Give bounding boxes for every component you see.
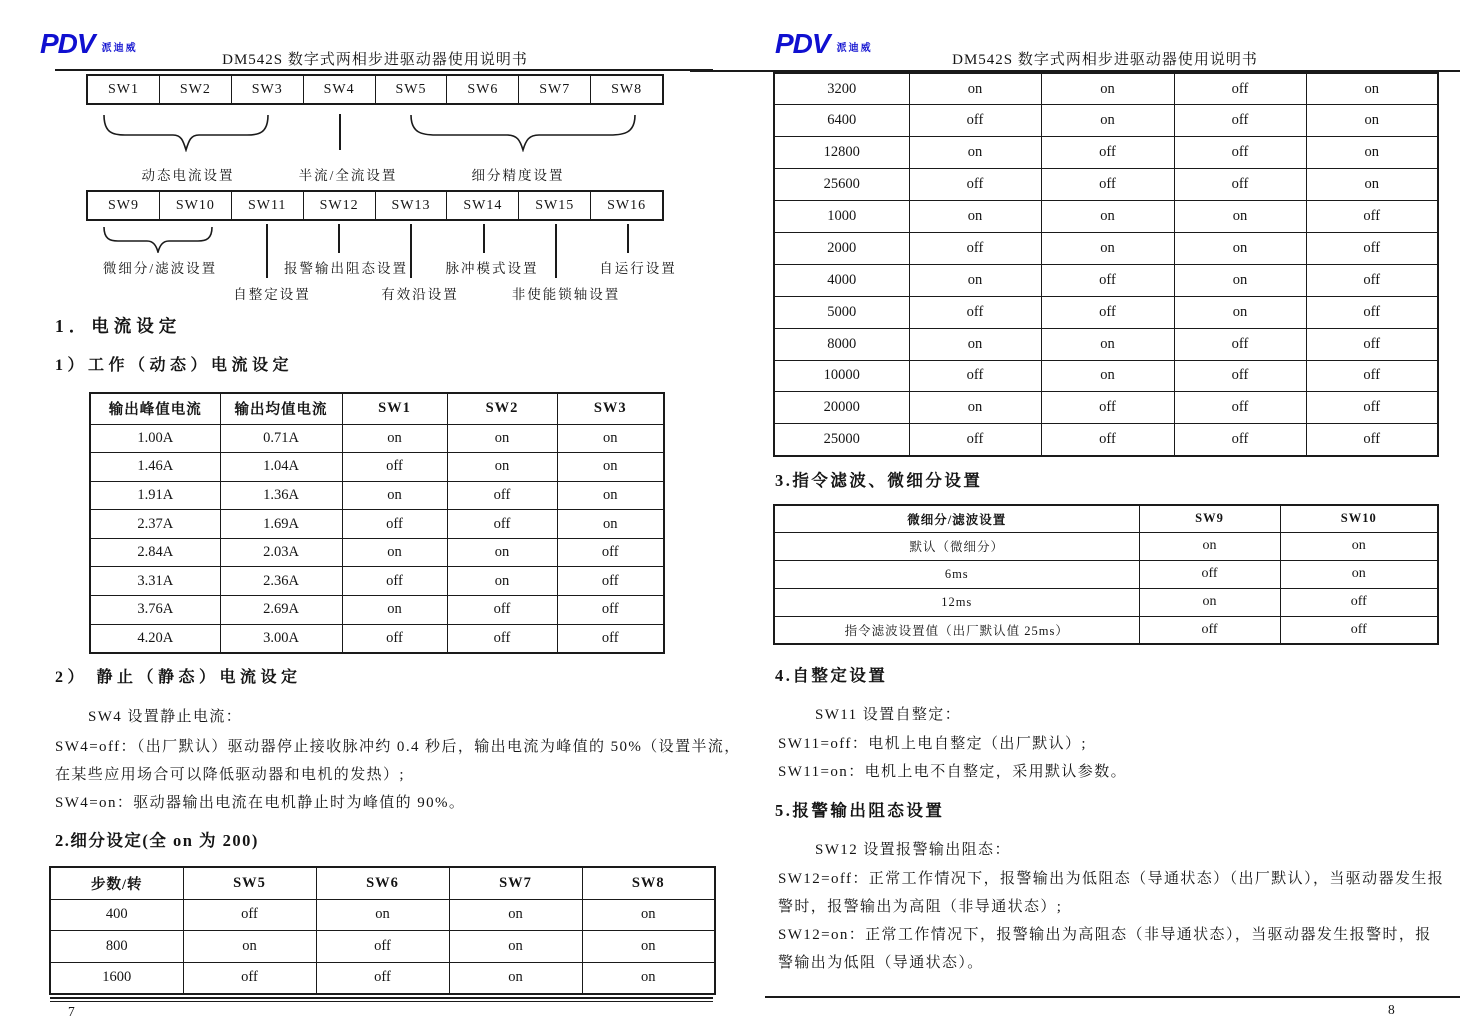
table-cell: off: [557, 596, 664, 625]
table-cell: off: [1041, 137, 1174, 169]
table-cell: on: [1280, 532, 1438, 560]
table-cell: on: [342, 596, 447, 625]
table-cell: off: [1174, 169, 1306, 201]
table-row: [90, 481, 664, 510]
label-active-edge: 有效沿设置: [381, 287, 459, 302]
table-cell: off: [1306, 232, 1438, 264]
table-row: [774, 73, 1438, 105]
table-cell: off: [909, 169, 1041, 201]
body-line: SW4 设置静止电流：: [88, 709, 243, 725]
table-cell: 4000: [774, 264, 909, 296]
table-cell: on: [557, 453, 664, 482]
table-row: [90, 567, 664, 596]
table-cell: 2.69A: [220, 596, 342, 625]
table-cell: on: [449, 899, 582, 931]
pointer-line-sw4: [339, 114, 341, 150]
page-title: DM542S 数字式两相步进驱动器使用说明书: [952, 52, 1258, 68]
dip-switch-row-2: [86, 190, 664, 221]
table-header-row: [90, 393, 664, 424]
table-cell: 3.76A: [90, 596, 220, 625]
table-cell: 指令滤波设置值（出厂默认值 25ms）: [774, 616, 1139, 644]
table-cell: on: [909, 264, 1041, 296]
table-cell: off: [1041, 392, 1174, 424]
dip-switch-cell: SW4: [303, 76, 375, 103]
dip-switch-cell: SW16: [590, 192, 662, 219]
page-number: 7: [68, 1004, 75, 1019]
table-cell: 2000: [774, 232, 909, 264]
body-line: 在某些应用场合可以降低驱动器和电机的发热）;: [55, 767, 405, 783]
table-row: [774, 424, 1438, 456]
table-row: [774, 137, 1438, 169]
table-cell: 2.36A: [220, 567, 342, 596]
table-cell: off: [1306, 360, 1438, 392]
body-line: SW12=on：正常工作情况下，报警输出为高阻态（非导通状态），当驱动器发生报警时，报: [778, 927, 1432, 943]
dip-switch-row-1: [86, 74, 664, 105]
label-self-tuning: 自整定设置: [233, 287, 311, 302]
table-cell: on: [447, 538, 557, 567]
table-cell: off: [447, 481, 557, 510]
table-cell: 25000: [774, 424, 909, 456]
pointer-line-sw16: [627, 224, 629, 253]
table-cell: on: [909, 392, 1041, 424]
table-cell: on: [1139, 532, 1280, 560]
table-cell: on: [1041, 360, 1174, 392]
dip-switch-cell: SW13: [375, 192, 447, 219]
table-cell: on: [557, 424, 664, 453]
body-line: SW11 设置自整定：: [815, 707, 962, 723]
table-cell: on: [1174, 264, 1306, 296]
table-cell: 20000: [774, 392, 909, 424]
column-header: SW6: [316, 867, 449, 899]
table-cell: off: [1139, 616, 1280, 644]
table-cell: off: [1174, 360, 1306, 392]
table-cell: on: [1041, 232, 1174, 264]
column-header: SW3: [557, 393, 664, 424]
dip-switch-cell: SW14: [446, 192, 518, 219]
table-cell: 1600: [50, 962, 183, 994]
dip-switch-cell: SW9: [107, 197, 139, 213]
manual-page-8: [740, 0, 1480, 1035]
table-cell: 400: [50, 899, 183, 931]
label-dynamic-current: 动态电流设置: [141, 168, 235, 183]
table-cell: on: [449, 962, 582, 994]
table-cell: on: [909, 328, 1041, 360]
table-row: [90, 538, 664, 567]
table-cell: off: [1041, 169, 1174, 201]
table-cell: 1.91A: [90, 481, 220, 510]
table-cell: on: [1041, 73, 1174, 105]
table-cell: off: [1306, 424, 1438, 456]
table-cell: off: [447, 510, 557, 539]
section-microstep-heading: 2.细分设定(全 on 为 200): [55, 831, 259, 850]
pdv-logo: [775, 28, 873, 59]
table-cell: off: [557, 567, 664, 596]
table-cell: 12ms: [774, 588, 1139, 616]
table-cell: on: [909, 201, 1041, 233]
table-cell: 8000: [774, 328, 909, 360]
table-cell: on: [909, 137, 1041, 169]
table-cell: off: [1280, 588, 1438, 616]
table-cell: 2.03A: [220, 538, 342, 567]
table-row: [50, 962, 715, 994]
section3-heading: 3.指令滤波、微细分设置: [775, 471, 983, 490]
table-row: [774, 588, 1438, 616]
table-cell: off: [909, 232, 1041, 264]
table-cell: 2.37A: [90, 510, 220, 539]
table-row: [90, 424, 664, 453]
table-cell: off: [183, 962, 316, 994]
dip-switch-cell: SW10: [159, 192, 231, 219]
table-cell: on: [342, 424, 447, 453]
pdv-logo-subtext: 派迪威: [836, 42, 873, 54]
table-cell: off: [1139, 560, 1280, 588]
table-row: [50, 899, 715, 931]
table-cell: on: [1174, 201, 1306, 233]
page-title: DM542S 数字式两相步进驱动器使用说明书: [222, 52, 528, 68]
table-cell: off: [1306, 392, 1438, 424]
table-cell: 3.00A: [220, 624, 342, 653]
table-cell: 6ms: [774, 560, 1139, 588]
body-line: 警时，报警输出为高阻（非导通状态）;: [778, 899, 1063, 915]
table-cell: off: [1041, 296, 1174, 328]
table-row: [774, 392, 1438, 424]
body-line: SW11=off：电机上电自整定（出厂默认）;: [778, 736, 1087, 752]
table-cell: 12800: [774, 137, 909, 169]
table-row: [774, 616, 1438, 644]
table-cell: off: [1306, 296, 1438, 328]
table-cell: off: [316, 931, 449, 963]
table-cell: on: [1306, 169, 1438, 201]
header-rule: [55, 69, 713, 71]
table-cell: off: [909, 296, 1041, 328]
table-row: [774, 264, 1438, 296]
table-row: [774, 328, 1438, 360]
table-cell: on: [447, 453, 557, 482]
table-cell: on: [449, 931, 582, 963]
dip-switch-cell: SW3: [231, 76, 303, 103]
table-cell: on: [582, 899, 715, 931]
pointer-line-sw11: [266, 224, 268, 278]
label-microstep-precision: 细分精度设置: [471, 168, 565, 183]
table-cell: off: [1306, 328, 1438, 360]
column-header: SW1: [342, 393, 447, 424]
table-row: [50, 931, 715, 963]
table-cell: off: [447, 624, 557, 653]
table-cell: 1.00A: [90, 424, 220, 453]
table-cell: on: [1280, 560, 1438, 588]
table-row: [90, 624, 664, 653]
table-cell: 2.84A: [90, 538, 220, 567]
table-cell: on: [1041, 201, 1174, 233]
table-cell: off: [342, 453, 447, 482]
table-cell: 1.04A: [220, 453, 342, 482]
pdv-logo-subtext: 派迪威: [101, 42, 138, 54]
table-cell: on: [1306, 73, 1438, 105]
table-row: [774, 201, 1438, 233]
column-header: SW10: [1280, 505, 1438, 532]
table-cell: off: [316, 962, 449, 994]
section4-heading: 4.自整定设置: [775, 666, 888, 685]
table-cell: off: [183, 899, 316, 931]
table-cell: on: [316, 899, 449, 931]
table-row: [90, 596, 664, 625]
table-cell: on: [1306, 137, 1438, 169]
pdv-logo: [40, 28, 138, 59]
dip-switch-cell: SW5: [375, 76, 447, 103]
table-row: [774, 296, 1438, 328]
table-cell: on: [557, 481, 664, 510]
table-cell: off: [342, 567, 447, 596]
table-cell: on: [582, 962, 715, 994]
table-cell: off: [1306, 264, 1438, 296]
table-cell: 10000: [774, 360, 909, 392]
table-cell: 800: [50, 931, 183, 963]
table-cell: on: [582, 931, 715, 963]
body-line: SW12=off：正常工作情况下，报警输出为低阻态（导通状态）（出厂默认），当驱动器发生报: [778, 871, 1445, 887]
table-row: [774, 532, 1438, 560]
table-row: [774, 105, 1438, 137]
table-row: [774, 169, 1438, 201]
label-pulse-mode: 脉冲模式设置: [445, 261, 539, 276]
table-cell: off: [1306, 201, 1438, 233]
table-cell: on: [1041, 105, 1174, 137]
section1-subheading: 1）工作（动态）电流设定: [55, 357, 294, 374]
body-line: SW12 设置报警输出阻态：: [815, 842, 1011, 858]
body-line: SW4=off：（出厂默认）驱动器停止接收脉冲约 0.4 秒后，输出电流为峰值的 50%（设置半流，: [55, 739, 741, 755]
table-cell: 3200: [774, 73, 909, 105]
table-cell: off: [909, 424, 1041, 456]
pointer-line-sw12: [338, 224, 340, 253]
brace-sw1-sw3: [103, 114, 269, 152]
table-cell: off: [1174, 137, 1306, 169]
table-cell: on: [447, 567, 557, 596]
table-row: [90, 510, 664, 539]
table-cell: 1000: [774, 201, 909, 233]
table-cell: 4.20A: [90, 624, 220, 653]
table-row: [774, 232, 1438, 264]
table-row: [774, 560, 1438, 588]
dip-switch-cell: SW12: [303, 192, 375, 219]
section2-heading: 2） 静止（静态）电流设定: [55, 669, 302, 686]
column-header: SW7: [449, 867, 582, 899]
column-header: SW8: [582, 867, 715, 899]
table-cell: on: [342, 538, 447, 567]
dip-switch-cell: SW7: [518, 76, 590, 103]
table-cell: off: [1280, 616, 1438, 644]
table-cell: off: [342, 624, 447, 653]
table-cell: on: [1041, 328, 1174, 360]
pdv-logo-text: PDV: [775, 28, 830, 59]
table-cell: 5000: [774, 296, 909, 328]
brace-sw9-sw10: [103, 226, 213, 253]
column-header: 输出峰值电流: [90, 393, 220, 424]
table-header-row: [774, 505, 1438, 532]
pointer-line-sw14: [483, 224, 485, 253]
table-cell: 1.46A: [90, 453, 220, 482]
table-cell: 0.71A: [220, 424, 342, 453]
pointer-line-sw13: [410, 224, 412, 278]
table-cell: off: [1041, 424, 1174, 456]
label-disable-lock: 非使能锁轴设置: [511, 287, 621, 302]
footer-rule: [50, 997, 713, 1002]
table-cell: on: [557, 510, 664, 539]
section1-heading: 1．电流设定: [55, 316, 182, 336]
table-cell: off: [1041, 264, 1174, 296]
table-cell: off: [1174, 424, 1306, 456]
filter-microstep-table: [773, 504, 1439, 645]
dynamic-current-table: [89, 392, 665, 654]
table-cell: 1.69A: [220, 510, 342, 539]
dip-switch-cell: SW6: [446, 76, 518, 103]
dip-switch-cell: SW2: [159, 76, 231, 103]
table-cell: off: [342, 510, 447, 539]
table-row: [774, 360, 1438, 392]
column-header: 输出均值电流: [220, 393, 342, 424]
label-self-run: 自运行设置: [599, 261, 677, 276]
dip-switch-cell: SW1: [107, 81, 139, 97]
column-header: 微细分/滤波设置: [774, 505, 1139, 532]
table-cell: on: [1174, 296, 1306, 328]
table-header-row: [50, 867, 715, 899]
table-cell: 1.36A: [220, 481, 342, 510]
table-cell: on: [1306, 105, 1438, 137]
label-half-full-current: 半流/全流设置: [298, 168, 398, 183]
label-alarm-output: 报警输出阻态设置: [284, 261, 408, 276]
dip-switch-cell: SW15: [518, 192, 590, 219]
table-cell: on: [183, 931, 316, 963]
page-number: 8: [1388, 1002, 1395, 1017]
table-cell: on: [1174, 232, 1306, 264]
table-cell: off: [1174, 73, 1306, 105]
table-cell: off: [447, 596, 557, 625]
microstep-table: [49, 866, 716, 995]
footer-rule: [765, 996, 1460, 998]
table-cell: off: [909, 105, 1041, 137]
table-row: [90, 453, 664, 482]
dip-switch-cell: SW8: [590, 76, 662, 103]
table-cell: 默认（微细分）: [774, 532, 1139, 560]
table-cell: off: [909, 360, 1041, 392]
table-cell: off: [557, 624, 664, 653]
section5-heading: 5.报警输出阻态设置: [775, 801, 945, 820]
label-micro-filter: 微细分/滤波设置: [102, 261, 218, 276]
table-cell: off: [1174, 328, 1306, 360]
column-header: 步数/转: [50, 867, 183, 899]
column-header: SW5: [183, 867, 316, 899]
table-cell: on: [447, 424, 557, 453]
microstep-table-continued: [773, 72, 1439, 457]
pointer-line-sw15: [555, 224, 557, 278]
column-header: SW2: [447, 393, 557, 424]
table-cell: off: [1174, 392, 1306, 424]
table-cell: on: [909, 73, 1041, 105]
body-line: 警输出为低阻（导通状态）。: [778, 955, 984, 971]
table-cell: off: [1174, 105, 1306, 137]
table-cell: off: [557, 538, 664, 567]
brace-sw5-sw8: [410, 114, 636, 152]
column-header: SW9: [1139, 505, 1280, 532]
table-cell: 25600: [774, 169, 909, 201]
dip-switch-cell: SW11: [231, 192, 303, 219]
table-cell: 6400: [774, 105, 909, 137]
body-line: SW4=on：驱动器输出电流在电机静止时为峰值的 90%。: [55, 795, 466, 811]
table-cell: on: [1139, 588, 1280, 616]
table-cell: 3.31A: [90, 567, 220, 596]
body-line: SW11=on：电机上电不自整定，采用默认参数。: [778, 764, 1128, 780]
pdv-logo-text: PDV: [40, 28, 95, 59]
table-cell: on: [342, 481, 447, 510]
